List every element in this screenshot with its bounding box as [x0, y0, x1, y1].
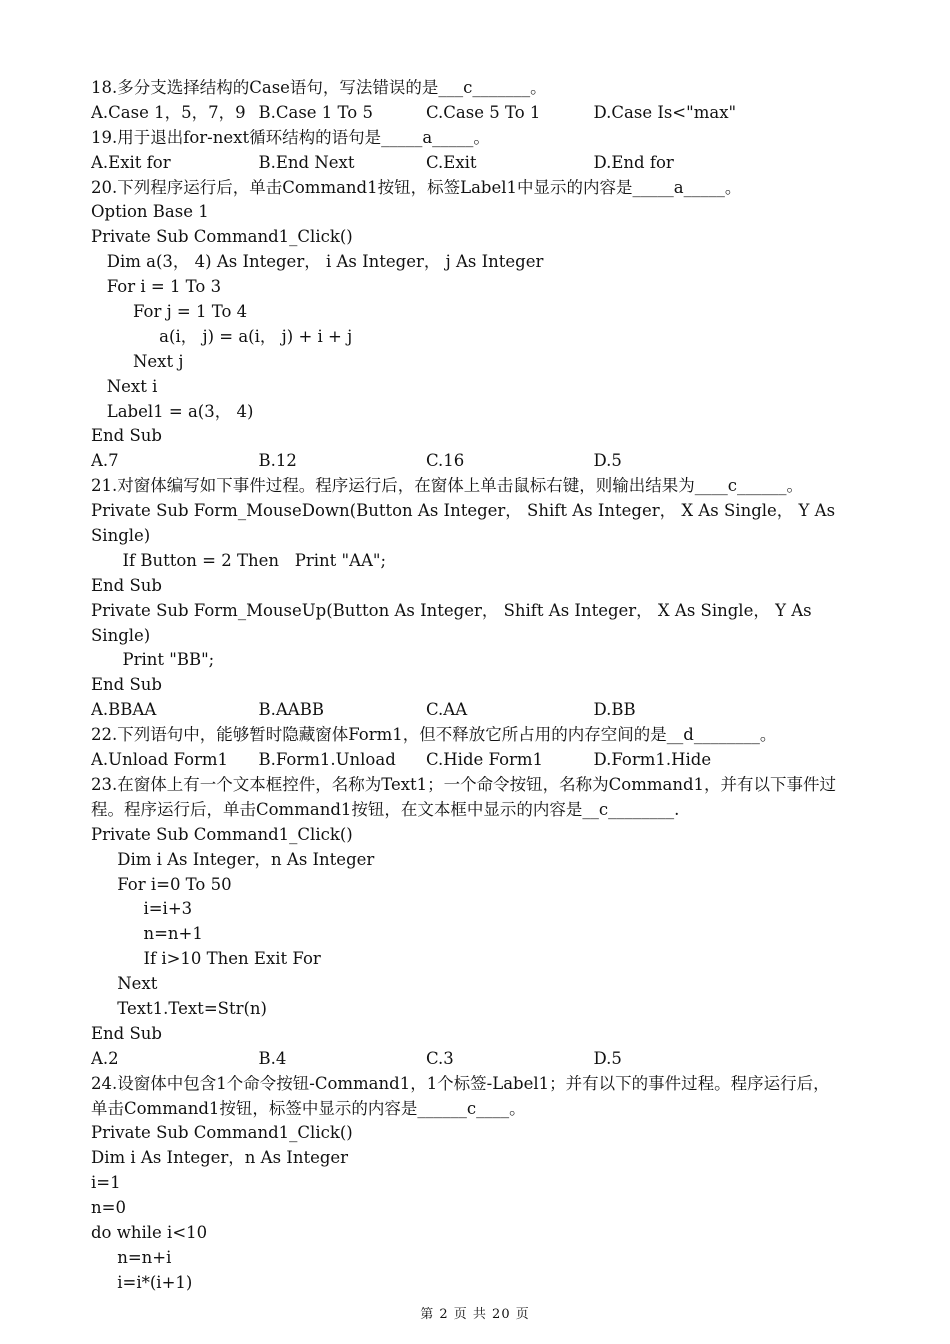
question-19-title: 19.用于退出for-next循环结构的语句是_____a_____。 [91, 127, 490, 147]
code-line: Private Sub Form_MouseUp(Button As Integer， Shift As Integer， X As Single， Y As [91, 600, 812, 620]
q21-option-b: B.AABB [258, 700, 324, 720]
question-21-title: 21.对窗体编写如下事件过程。程序运行后，在窗体上单击鼠标右键，则输出结果为____c______。 [91, 476, 803, 496]
code-line: Private Sub Command1_Click() [91, 824, 353, 844]
code-line: Single) [91, 625, 151, 645]
code-line: End Sub [91, 675, 162, 695]
q19-option-d: D.End for [593, 152, 674, 172]
question-23-title-line-1: 23.在窗体上有一个文本框控件，名称为Text1；一个命令按钮，名称为Command1，并有以下事件过 [91, 774, 837, 794]
q23-option-c: C.3 [426, 1048, 454, 1068]
code-line: Print "BB"; [91, 650, 215, 670]
code-line: For i=0 To 50 [91, 874, 232, 894]
code-line: i=i*(i+1) [91, 1272, 193, 1292]
page-footer: 第 2 页 共 20 页 [420, 1307, 530, 1322]
code-line: Option Base 1 [91, 202, 209, 222]
question-22-title: 22.下列语句中，能够暂时隐藏窗体Form1，但不释放它所占用的内存空间的是__d________。 [91, 725, 777, 745]
question-21-options [91, 698, 901, 723]
code-line: Next [91, 974, 158, 994]
q19-option-a: A.Exit for [91, 152, 171, 172]
q18-option-b: B.Case 1 To 5 [258, 102, 373, 122]
code-line: Text1.Text=Str(n) [91, 998, 267, 1018]
code-line: Dim a(3， 4) As Integer， i As Integer， j As Integer [91, 252, 544, 272]
q19-option-c: C.Exit [426, 152, 477, 172]
code-line: i=1 [91, 1173, 121, 1193]
question-18-title: 18.多分支选择结构的Case语句，写法错误的是___c_______。 [91, 78, 547, 97]
q22-option-b: B.Form1.Unload [258, 750, 396, 770]
question-20-title: 20.下列程序运行后，单击Command1按钮，标签Label1中显示的内容是_____a_____。 [91, 177, 742, 197]
code-line: For i = 1 To 3 [91, 277, 222, 297]
q20-option-c: C.16 [426, 451, 465, 471]
code-line: Next i [91, 376, 158, 396]
code-line: Dim i As Integer，n As Integer [91, 849, 375, 869]
q22-option-d: D.Form1.Hide [593, 750, 712, 770]
code-line: n=n+1 [91, 924, 203, 944]
q21-option-a: A.BBAA [91, 700, 157, 720]
question-22-options [91, 748, 901, 773]
code-line: i=i+3 [91, 899, 193, 919]
question-19-options [91, 151, 901, 176]
question-23-title-line-2: 程。程序运行后，单击Command1按钮，在文本框中显示的内容是__c________. [91, 799, 680, 819]
code-line: Single) [91, 526, 151, 546]
code-line: n=n+i [91, 1247, 172, 1267]
q23-option-d: D.5 [593, 1048, 622, 1068]
question-18-options [91, 101, 901, 126]
q20-option-a: A.7 [91, 451, 119, 471]
code-line: Next j [91, 351, 184, 371]
q20-option-d: D.5 [593, 451, 622, 471]
q21-option-d: D.BB [593, 700, 636, 720]
q23-option-a: A.2 [91, 1048, 119, 1068]
code-line: a(i， j) = a(i， j) + i + j [91, 326, 353, 346]
code-line: End Sub [91, 1023, 162, 1043]
code-line: Private Sub Form_MouseDown(Button As Integer， Shift As Integer， X As Single， Y As [91, 501, 836, 521]
q23-option-b: B.4 [258, 1048, 287, 1068]
code-line: Private Sub Command1_Click() [91, 1123, 353, 1143]
q21-option-c: C.AA [426, 700, 468, 720]
code-line: Label1 = a(3， 4) [91, 401, 254, 421]
code-line: do while i<10 [91, 1222, 208, 1242]
page-content [91, 76, 901, 1296]
question-24-title-line-1: 24.设窗体中包含1个命令按钮-Command1，1个标签-Label1；并有以下的事件过程。程序运行后， [91, 1073, 830, 1093]
code-line: End Sub [91, 426, 162, 446]
code-line: n=0 [91, 1198, 126, 1218]
code-line: Dim i As Integer，n As Integer [91, 1148, 349, 1168]
q22-option-c: C.Hide Form1 [426, 750, 544, 770]
code-line: If Button = 2 Then Print "AA"; [91, 550, 387, 570]
code-line: End Sub [91, 575, 162, 595]
question-24-title-line-2: 单击Command1按钮，标签中显示的内容是______c____。 [91, 1098, 526, 1118]
q18-option-d: D.Case Is<"max" [593, 102, 737, 122]
q22-option-a: A.Unload Form1 [91, 750, 229, 770]
q19-option-b: B.End Next [258, 152, 355, 172]
code-line: If i>10 Then Exit For [91, 949, 321, 969]
question-20-options [91, 449, 901, 474]
q20-option-b: B.12 [258, 451, 297, 471]
code-line: For j = 1 To 4 [91, 302, 248, 322]
code-line: Private Sub Command1_Click() [91, 227, 353, 247]
question-23-options [91, 1047, 901, 1072]
q18-option-c: C.Case 5 To 1 [426, 102, 541, 122]
q18-option-a: A.Case 1，5，7，9 [91, 102, 246, 122]
